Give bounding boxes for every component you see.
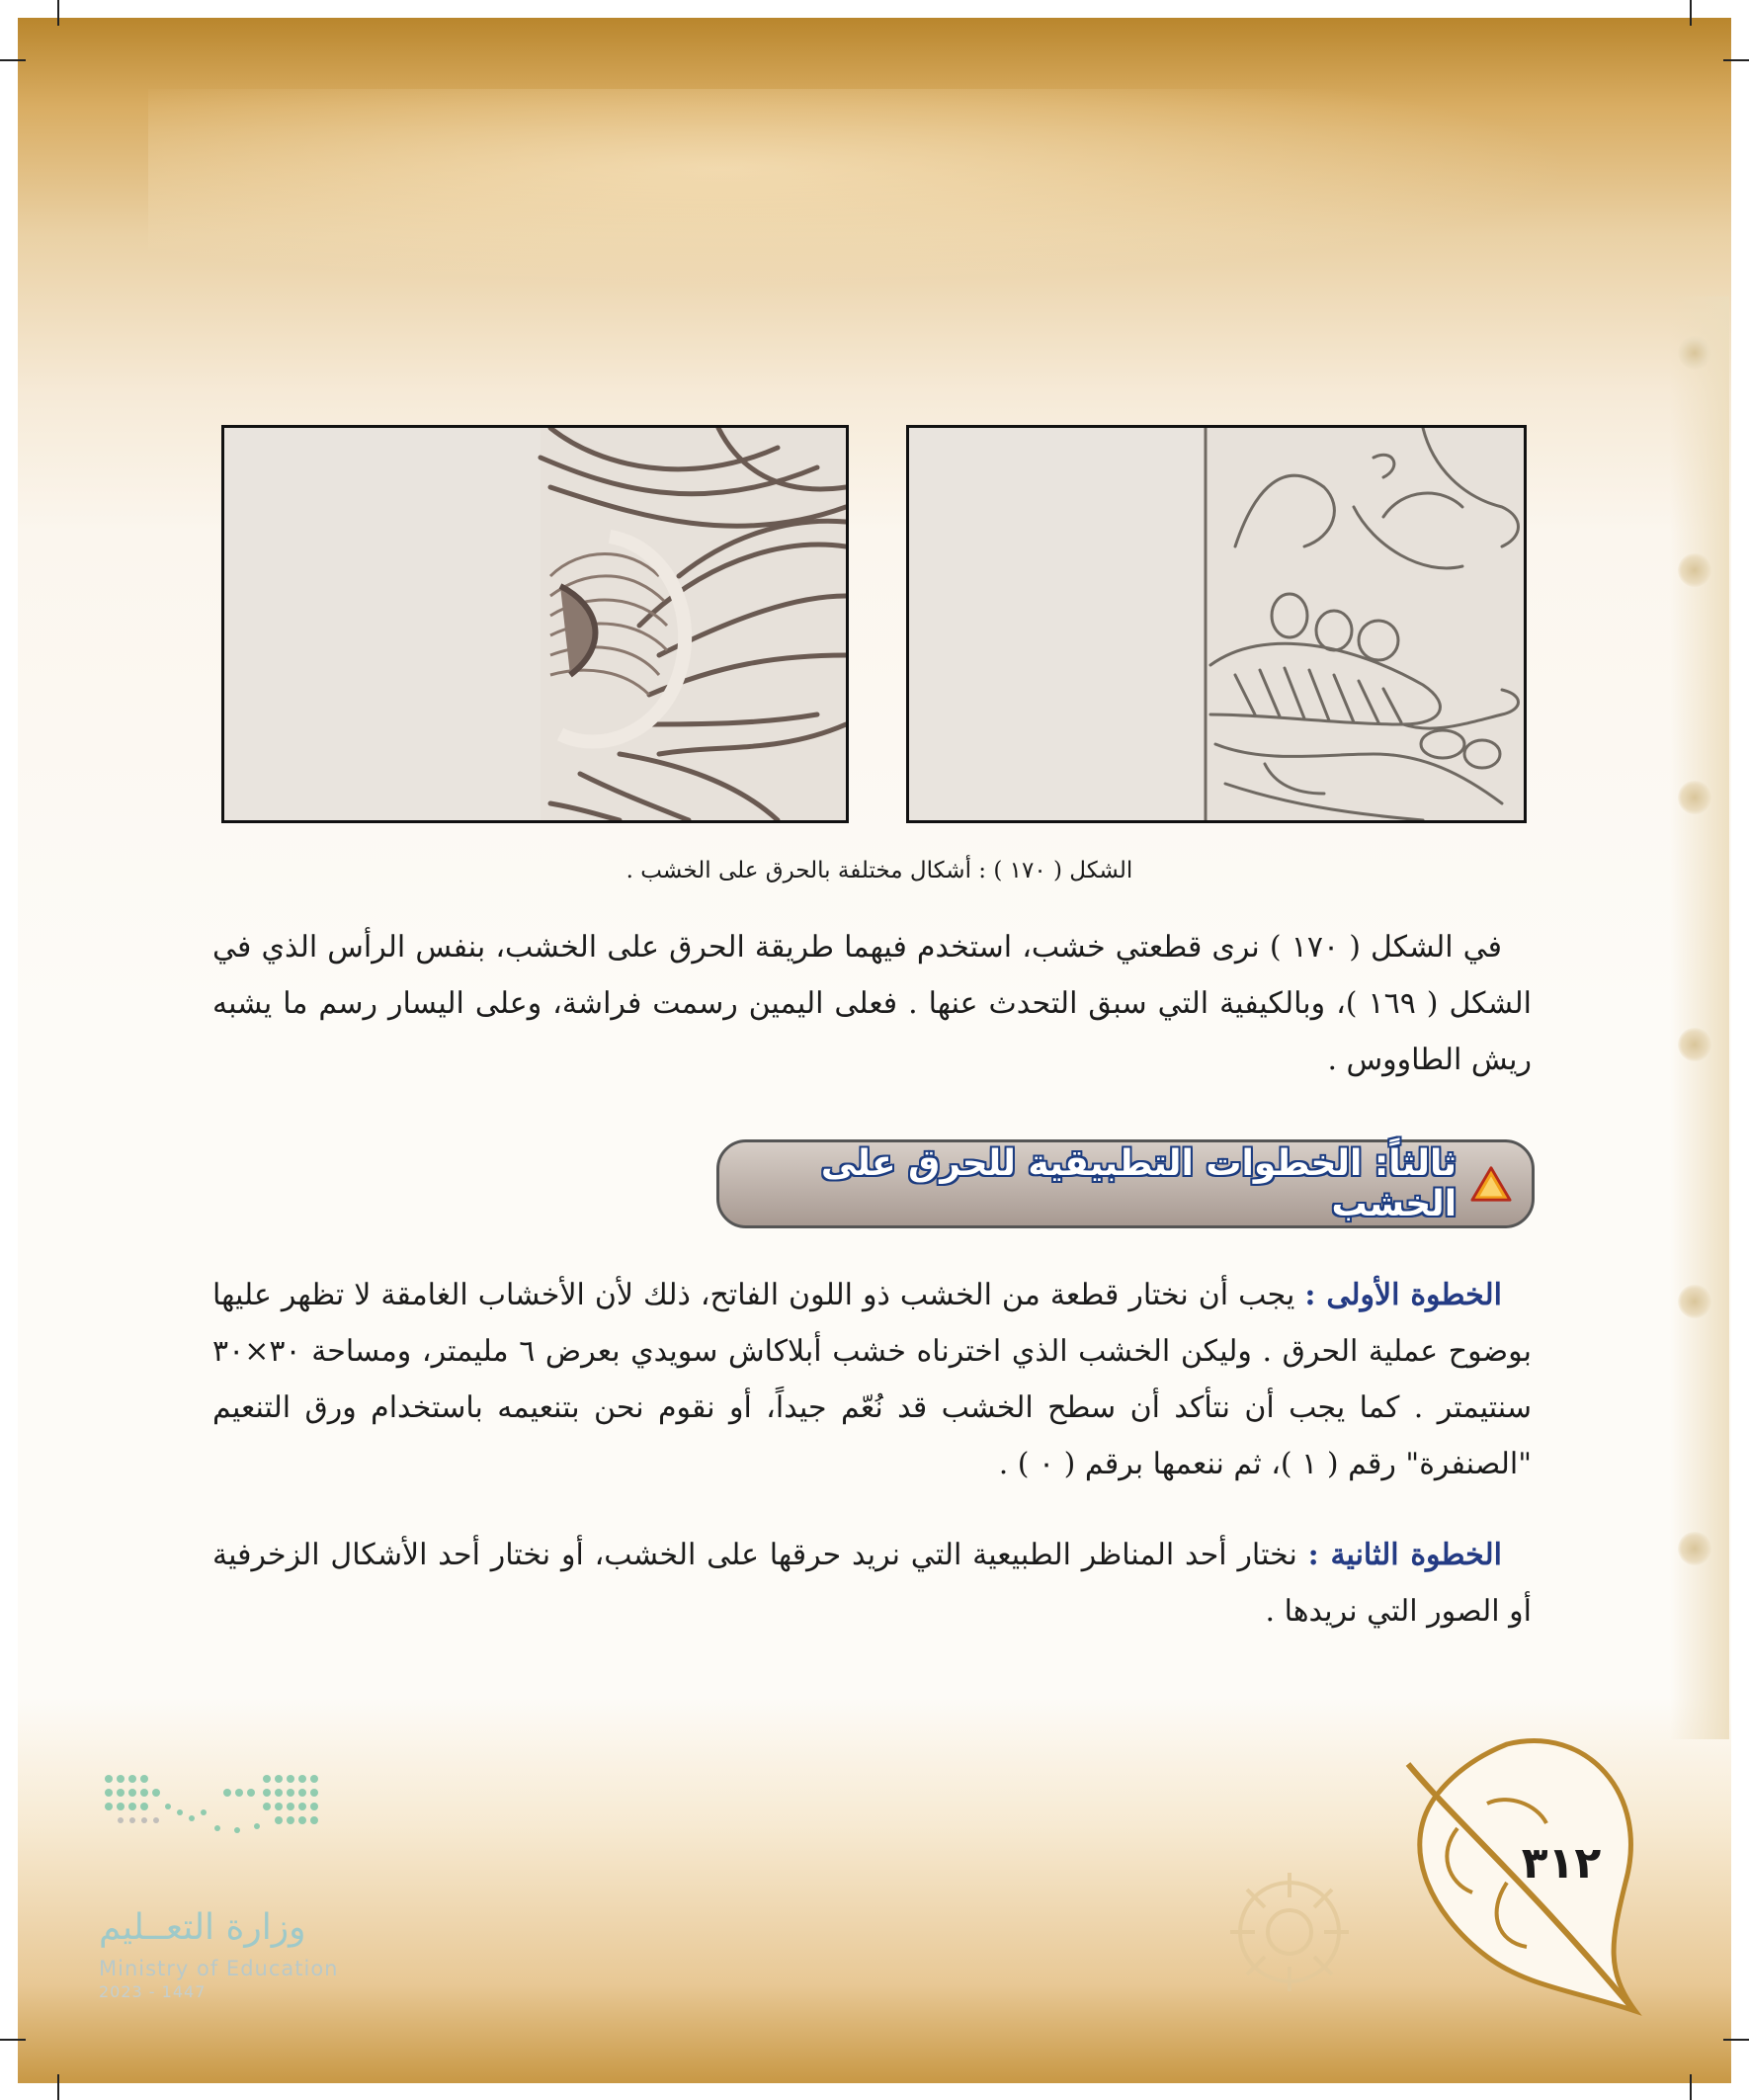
step-2-text: نختار أحد المناظر الطبيعية التي نريد حرقها على الخشب، أو نختار أحد الأشكال الزخرفية أو الصور التي نريدها . bbox=[212, 1538, 1532, 1629]
sun-ornament-icon bbox=[1225, 1868, 1354, 1996]
crop-mark bbox=[57, 0, 59, 26]
crop-mark bbox=[1723, 2039, 1749, 2041]
ministry-name-arabic: وزارة التعــليم bbox=[99, 1907, 306, 1948]
side-ornament bbox=[1678, 336, 1711, 370]
intro-paragraph-text: في الشكل ( ١٧٠ ) نرى قطعتي خشب، استخدم فيهما طريقة الحرق على الخشب، بنفس الرأس الذي في الشكل ( ١٦٩ )، وبالكيفية التي سبق التحدث عنها . فعلى اليمين رسمت فراشة، وعلى اليسار رسم ما يشبه ريش الطاووس . bbox=[212, 930, 1532, 1077]
ministry-name-english: Ministry of Education bbox=[99, 1957, 339, 1980]
step-2-title: الخطوة الثانية : bbox=[1307, 1538, 1502, 1572]
side-ornament bbox=[1678, 781, 1711, 814]
step-1-paragraph bbox=[212, 1267, 1532, 1492]
step-1-text: يجب أن نختار قطعة من الخشب ذو اللون الفاتح، ذلك لأن الأخشاب الغامقة لا تظهر عليها بوضوح عملية الحرق . وليكن الخشب الذي اخترناه خشب أبلاكاش سويدي بعرض ٦ مليمتر، ومساحة ٣٠×٣٠ سنتيمتر . كما يجب أن نتأكد أن سطح الخشب قد نُعّم جيداً، أو نقوم نحن بتنعيمه باستخدام ورق التنعيم "الصنفرة" رقم ( ١ )، ثم ننعمها برقم ( ٠ ) . bbox=[212, 1278, 1532, 1481]
crop-mark bbox=[1690, 2074, 1692, 2100]
page-number: ٣١٢ bbox=[1521, 1838, 1602, 1889]
figure-caption: الشكل ( ١٧٠ ) : أشكال مختلفة بالحرق على الخشب . bbox=[625, 858, 1133, 883]
header-decoration bbox=[148, 89, 1581, 287]
crop-mark bbox=[57, 2074, 59, 2100]
ministry-years: 2023 - 1447 bbox=[99, 1982, 207, 2001]
side-ornament bbox=[1678, 1532, 1711, 1565]
crop-mark bbox=[0, 59, 26, 61]
peacock-feather-figure bbox=[221, 425, 849, 823]
side-ornament bbox=[1678, 1285, 1711, 1318]
crop-mark bbox=[1723, 59, 1749, 61]
crop-mark bbox=[0, 2039, 26, 2041]
ministry-logo bbox=[99, 1769, 326, 1858]
butterfly-figure bbox=[906, 425, 1527, 823]
side-ornament bbox=[1678, 1028, 1711, 1061]
intro-paragraph bbox=[212, 919, 1532, 1088]
warning-triangle-icon bbox=[1470, 1164, 1512, 1204]
crop-mark bbox=[1690, 0, 1692, 26]
section-heading: ثالثاً: الخطوات التطبيقية للحرق على الخشب bbox=[820, 1143, 1458, 1224]
side-decoration bbox=[1670, 296, 1729, 1739]
step-1-title: الخطوة الأولى : bbox=[1304, 1278, 1502, 1312]
side-ornament bbox=[1678, 553, 1711, 587]
section-heading-banner bbox=[716, 1139, 1535, 1228]
step-2-paragraph bbox=[212, 1527, 1532, 1639]
